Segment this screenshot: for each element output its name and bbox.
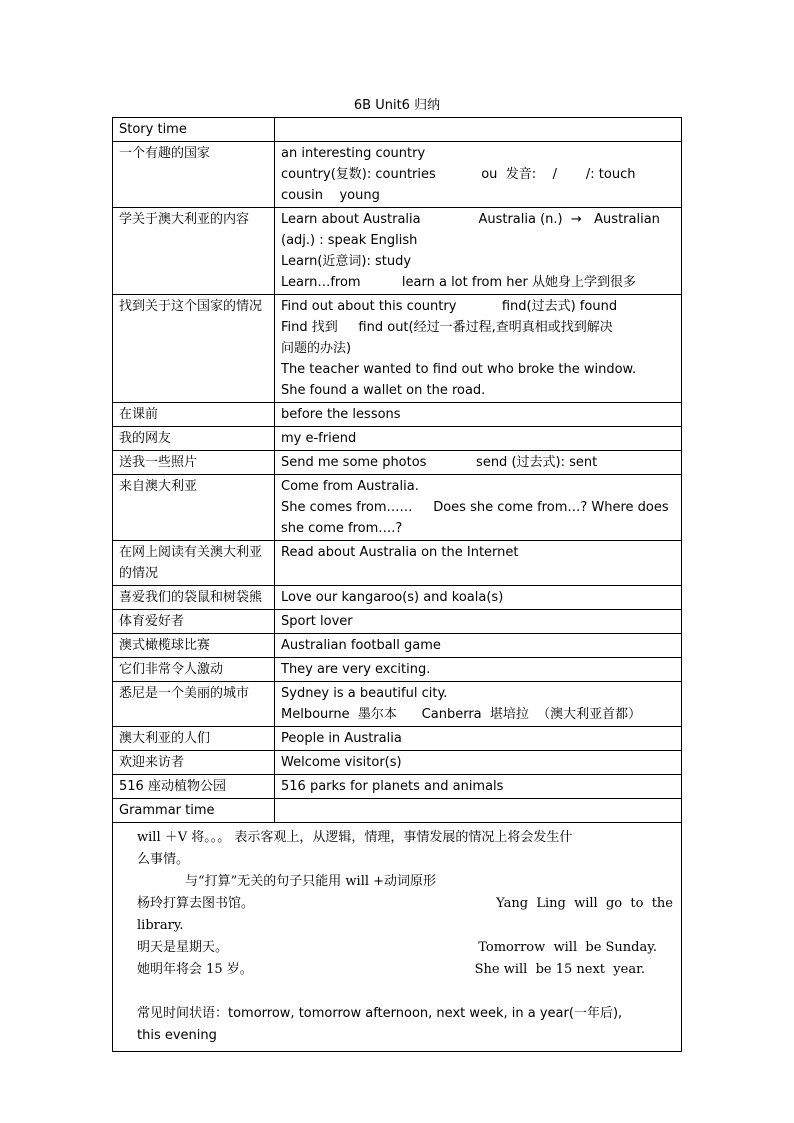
example-en: Yang Ling will go to the (496, 896, 673, 911)
chinese-phrase: 在课前 (113, 403, 275, 427)
example-en-cont: library. (137, 918, 184, 933)
table-row (113, 142, 682, 208)
chinese-phrase: 澳式橄榄球比赛 (113, 634, 275, 658)
english-notes (275, 142, 682, 208)
english-notes (275, 403, 682, 427)
note-line: She found a wallet on the road. (281, 383, 486, 398)
note-line: country(复数): countries ou 发音: / /: touch (281, 167, 636, 182)
note-line: They are very exciting. (281, 662, 431, 677)
table-row (113, 727, 682, 751)
example-en: Tomorrow will be Sunday. (478, 940, 657, 955)
chinese-phrase: 学关于澳大利亚的内容 (113, 208, 275, 295)
english-notes (275, 775, 682, 799)
chinese-phrase: 体育爱好者 (113, 610, 275, 634)
example-en: She will be 15 next year. (474, 962, 645, 977)
table-row (113, 295, 682, 403)
english-notes (275, 751, 682, 775)
note-line: 516 parks for planets and animals (281, 779, 504, 794)
table-row (113, 586, 682, 610)
chinese-phrase: 送我一些照片 (113, 451, 275, 475)
note-line: Love our kangaroo(s) and koala(s) (281, 590, 504, 605)
chinese-phrase: 澳大利亚的人们 (113, 727, 275, 751)
spacer (137, 981, 673, 1003)
chinese-phrase: 516 座动植物公园 (113, 775, 275, 799)
english-notes (275, 634, 682, 658)
example-row (137, 893, 673, 915)
english-notes (275, 541, 682, 586)
time-expressions-cont: this evening (137, 1028, 217, 1043)
english-notes (275, 451, 682, 475)
note-line: The teacher wanted to find out who broke the window. (281, 362, 637, 377)
table-row (113, 541, 682, 586)
english-notes (275, 475, 682, 541)
note-line: cousin young (281, 188, 380, 203)
time-expressions: 常见时间状语：tomorrow, tomorrow afternoon, next week, in a year(一年后), (137, 1006, 623, 1021)
note-line: Welcome visitor(s) (281, 755, 402, 770)
note-line: she come from….? (281, 521, 403, 536)
table-row (113, 658, 682, 682)
table-row (113, 475, 682, 541)
grammar-time-header: Grammar time (113, 799, 275, 823)
table-row (113, 427, 682, 451)
grammar-note: 与“打算”无关的句子只能用 will +动词原形 (185, 874, 437, 889)
example-cn: 她明年将会 15 岁。 (137, 962, 253, 977)
english-notes (275, 427, 682, 451)
chinese-phrase: 在网上阅读有关澳大利亚的情况 (113, 541, 275, 586)
grammar-rule-cont: 么事情。 (137, 852, 190, 867)
table-row (113, 682, 682, 727)
example-row (137, 937, 673, 959)
english-notes (275, 586, 682, 610)
chinese-phrase: 来自澳大利亚 (113, 475, 275, 541)
note-line: Find out about this country find(过去式) found (281, 299, 618, 314)
chinese-phrase: 一个有趣的国家 (113, 142, 275, 208)
chinese-phrase: 我的网友 (113, 427, 275, 451)
empty-cell (275, 799, 682, 823)
example-cn: 杨玲打算去图书馆。 (137, 896, 255, 911)
chinese-phrase: 喜爱我们的袋鼠和树袋熊 (113, 586, 275, 610)
note-line: Learn(近意词): study (281, 254, 412, 269)
note-line: She comes from…… Does she come from…? Where does (281, 500, 669, 515)
english-notes (275, 610, 682, 634)
table-row (113, 403, 682, 427)
note-line: Read about Australia on the Internet (281, 545, 519, 560)
table-row (113, 208, 682, 295)
grammar-row (113, 823, 682, 1052)
table-row (113, 751, 682, 775)
note-line: Sport lover (281, 614, 353, 629)
grammar-rule: will ＋V 将。。。 表示客观上，从逻辑，情理，事情发展的情况上将会发生什 (137, 830, 573, 845)
english-notes (275, 208, 682, 295)
chinese-phrase: 悉尼是一个美丽的城市 (113, 682, 275, 727)
page-title: 6B Unit6 归纳 (353, 98, 441, 113)
vocabulary-table (112, 117, 682, 1052)
note-line: Sydney is a beautiful city. (281, 686, 448, 701)
english-notes (275, 658, 682, 682)
english-notes (275, 682, 682, 727)
story-time-header: Story time (113, 118, 275, 142)
note-line: my e-friend (281, 431, 357, 446)
note-line: Australian football game (281, 638, 441, 653)
story-time-header-row (113, 118, 682, 142)
grammar-time-header-row (113, 799, 682, 823)
example-cn: 明天是星期天。 (137, 940, 229, 955)
chinese-phrase: 它们非常令人激动 (113, 658, 275, 682)
note-line: an interesting country (281, 146, 426, 161)
table-row (113, 634, 682, 658)
note-line: before the lessons (281, 407, 401, 422)
example-row (137, 959, 673, 981)
note-line: (adj.) : speak English (281, 233, 418, 248)
note-line: Melbourne 墨尔本 Canberra 堪培拉 （澳大利亚首都） (281, 707, 642, 722)
note-line: 问题的办法) (281, 341, 352, 356)
note-line: Learn…from learn a lot from her 从她身上学到很多 (281, 275, 636, 290)
note-line: Find 找到 find out(经过一番过程,查明真相或找到解决 (281, 320, 613, 335)
chinese-phrase: 找到关于这个国家的情况 (113, 295, 275, 403)
note-line: Come from Australia. (281, 479, 419, 494)
english-notes (275, 295, 682, 403)
note-line: People in Australia (281, 731, 402, 746)
empty-cell (275, 118, 682, 142)
table-row (113, 451, 682, 475)
note-line: Send me some photos send (过去式): sent (281, 455, 598, 470)
note-line: Learn about Australia Australia (n.) → Australian (281, 212, 660, 227)
table-row (113, 610, 682, 634)
grammar-notes (113, 823, 682, 1052)
chinese-phrase: 欢迎来访者 (113, 751, 275, 775)
english-notes (275, 727, 682, 751)
table-row (113, 775, 682, 799)
